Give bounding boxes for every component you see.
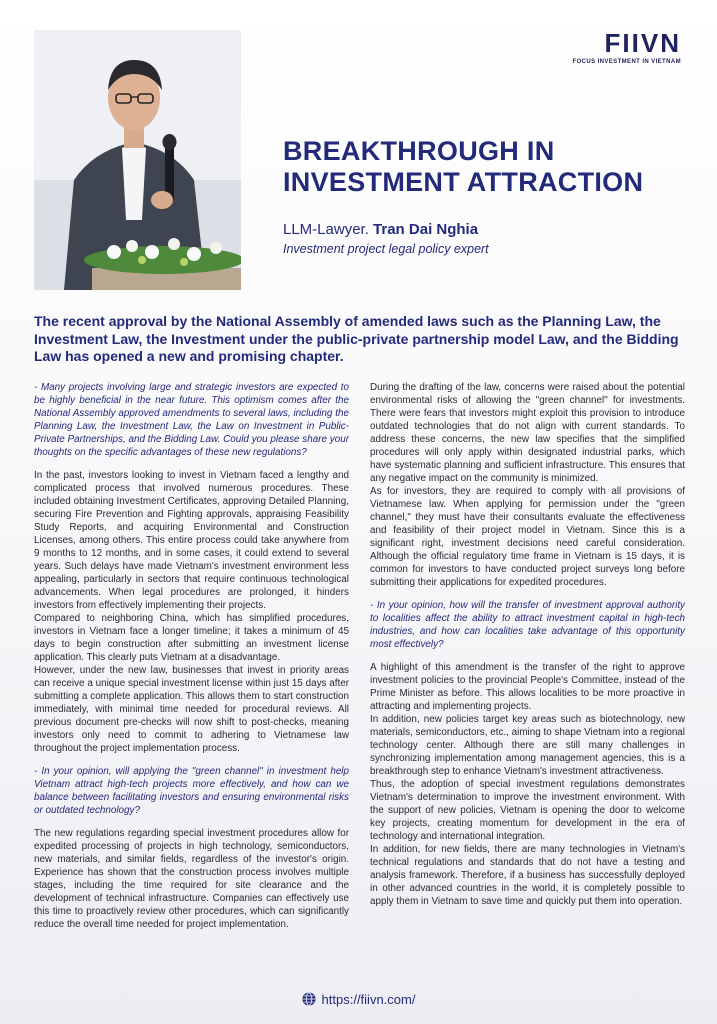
answer-paragraph: Thus, the adoption of special investment regulations demonstrates Vietnam's determination to improve the investment environment. With the support of new policies, Vietnam is opening the door to welcome key projects, creating momentum for development in the era of technology and international integration.	[370, 779, 685, 842]
answer-paragraph: In addition, for new fields, there are many technologies in Vietnam's technical regulations and standards that do not have a testing and analysis framework. Therefore, if a business has successfully deployed in other advanced countries in the world, it is completely possible to apply them in Vietnam to save time and quickly put them into operation.	[370, 844, 685, 907]
interview-question: - Many projects involving large and strategic investors are expected to be highly beneficial in the near future. This optimism comes after the National Assembly approved amendments to several laws, including the Planning Law, the Investment Law, the Law on Investment in Public-Private Partnerships, and the Bidding Law. Could you please share your thoughts on the specific advantages of these new regulations?	[34, 382, 349, 458]
portrait-illustration	[34, 30, 241, 290]
answer-paragraph: Compared to neighboring China, which has simplified procedures, investors in Vietnam face a longer timeline; it takes a minimum of 45 days to begin construction after submitting an investment license application. This clearly puts Vietnam at a disadvantage.	[34, 613, 349, 663]
answer-paragraph: During the drafting of the law, concerns were raised about the potential environmental risks of allowing the "green channel" for investments. There were fears that investors might exploit this provision to introduce outdated technologies that do not align with current standards. To address these concerns, the new law specifies that the simplified procedures will only apply within designated industrial parks, which have systematic planning and sufficient infrastructure. This ensures that any negative impact on the community is minimized.	[370, 382, 685, 484]
author-photo	[34, 30, 241, 290]
right-column	[370, 381, 685, 908]
article-title: BREAKTHROUGH IN INVESTMENT ATTRACTION	[283, 136, 644, 197]
answer-paragraph: The new regulations regarding special investment procedures allow for expedited processing of projects in high technology, semiconductors, new materials, and similar fields, regardless of the investor's origin. Experience has shown that the construction process involves multiple stages, including the time required for site clearance and the development of technical infrastructure. Companies can effectively use this time to proactively review other procedures, which can significantly reduce the overall time needed for project implementation.	[34, 828, 349, 930]
footer	[0, 992, 717, 1007]
article-lead: The recent approval by the National Assembly of amended laws such as the Planning Law, the Investment Law, the Investment under the public-private partnership model Law, and the Bidding Law has opened a new and promising chapter.	[34, 313, 679, 364]
globe-icon	[302, 992, 316, 1006]
spacer	[34, 755, 349, 765]
left-column	[34, 381, 349, 931]
author-name: Tran Dai Nghia	[373, 221, 479, 238]
interview-question: - In your opinion, will applying the "green channel" in investment help Vietnam attract high-tech projects more effectively, and how can we balance between facilitating investors and ensuring environmental risks or outdated technology?	[34, 766, 349, 816]
author-line	[283, 221, 478, 238]
answer-paragraph: However, under the new law, businesses that invest in priority areas can receive a unique special investment license within just 15 days after submitting a complete application. This allows them to start construction immediately, with minimal time needed for procedural reviews. All previous document pre-checks will now shift to post-checks, meaning investors only need to commit to adhering to Vietnamese law throughout the project implementation process.	[34, 665, 349, 754]
author-prefix: LLM-Lawyer.	[283, 221, 369, 238]
answer-paragraph: In the past, investors looking to invest in Vietnam faced a lengthy and complicated process that involved numerous procedures. These included obtaining Investment Certificates, approving Detailed Planning, securing Fire Prevention and Fighting approvals, appraising Feasibility Study Reports, and acquiring Environmental and Construction Licenses, among others. This entire process could take anywhere from 9 months to 12 months, and in some cases, it could extend to several years. Such delays have made Vietnam's investment environment less appealing, particularly in sectors that require continuous technological advancements. When legal procedures are prolonged, it hinders investors from effectively implementing their projects.	[34, 470, 349, 611]
interview-question: - In your opinion, how will the transfer of investment approval authority to localities affect the ability to attract investment capital in high-tech industries, and how can localities take advantage of this opportunity most effectively?	[370, 600, 685, 650]
footer-url-link[interactable]: https://fiivn.com/	[321, 992, 416, 1007]
answer-paragraph: In addition, new policies target key areas such as biotechnology, new materials, semiconductors, etc., aiming to shape Vietnam into a regional technology center. Although there are still many challenges in synchronizing implementation among management agencies, this is a breakthrough step to enhance Vietnam's investment attractiveness.	[370, 714, 685, 777]
author-role: Investment project legal policy expert	[283, 242, 489, 256]
answer-paragraph: A highlight of this amendment is the transfer of the right to approve investment policies to the provincial People's Committee, instead of the Prime Minister as before. This allows localities to be more proactive in attracting and implementing projects.	[370, 662, 685, 712]
logo-tagline: FOCUS INVESTMENT IN VIETNAM	[572, 59, 681, 65]
spacer	[370, 589, 685, 599]
brand-logo[interactable]	[573, 30, 681, 65]
answer-paragraph: As for investors, they are required to comply with all provisions of Vietnamese law. When applying for permission under the "green channel," they must have their consultants evaluate the effectiveness and feasibility of their project model in Vietnam. Since this is a significant right, investment decisions need careful consideration. Although the official regulatory time frame in Vietnam is 15 days, it is common for investors to have conducted project surveys long before submitting their applications for expedited procedures.	[370, 486, 685, 588]
logo-wordmark: FIIVN	[604, 28, 681, 58]
